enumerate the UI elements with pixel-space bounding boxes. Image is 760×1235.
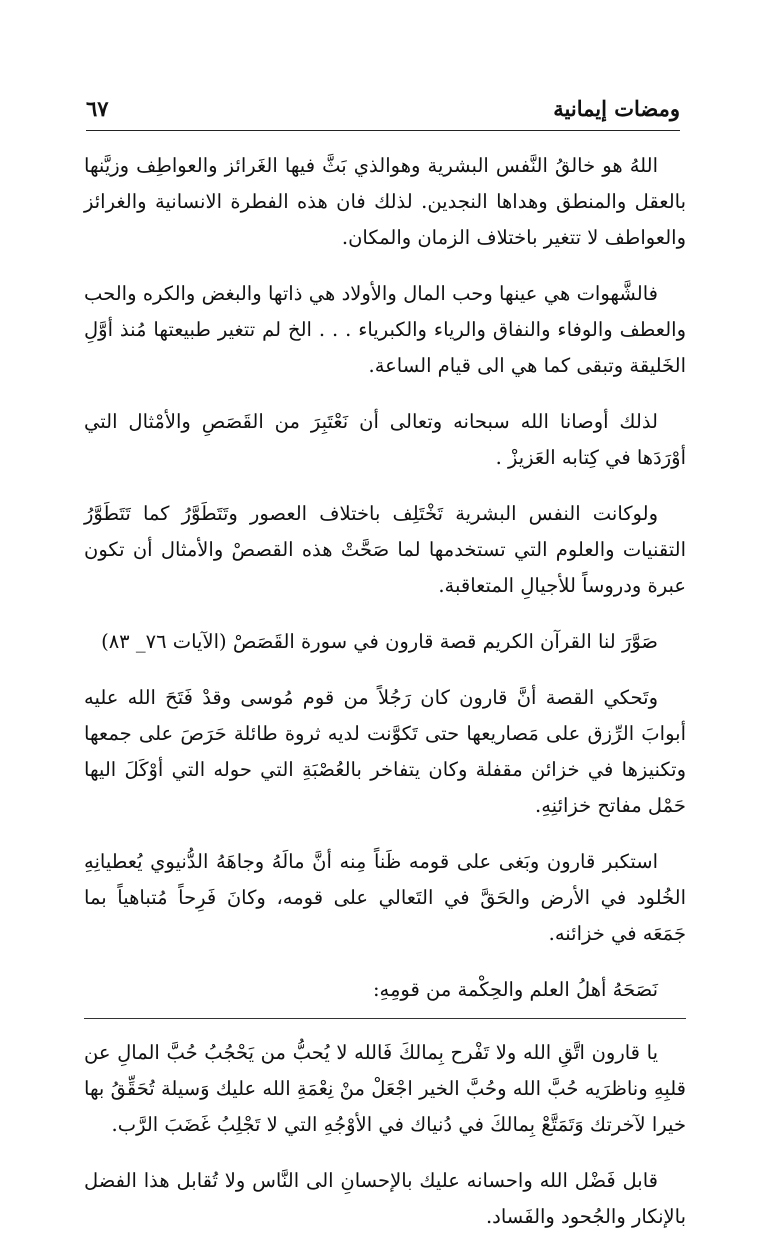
paragraph: استكبر قارون وبَغى على قومه ظَناً مِنه أنَّ مالَهُ وجاهَهُ الدُّنيوي يُعطيانِهِ الخُلود في الأرض والحَقَّ في التَعالي على قومه، وكانَ فَرِحاً مُتباهياً بما جَمَعَه في خزائنه. (84, 850, 687, 945)
running-title: ومضات إيمانية (553, 96, 680, 121)
paragraph: قابل فَضْل الله واحسانه عليك بالإحسانِ الى النَّاس ولا تُقابل هذا الفضل بالإنكار والجُحود والفَساد. (84, 1169, 686, 1228)
paragraph: لذلك أوصانا الله سبحانه وتعالى أن نَعْتَبِرَ من القَصَصِ والأمْثال التي أوْرَدَها في كِتابه العَزيزْ . (84, 410, 686, 469)
paragraph: فالشَّهوات هي عينها وحب المال والأولاد هي ذاتها والبغض والكره والحب والعطف والوفاء والنفاق والرياء والكبرياء . . . الخ لم تتغير طبيعتها مُنذ أوَّلِ الخَليقة وتبقى كما هي الى قيام الساعة. (84, 282, 686, 377)
page-header (86, 92, 680, 132)
paragraph: صَوَّرَ لنا القرآن الكريم قصة قارون في سورة القَصَصْ (الآيات ٧٦_ ٨٣) (101, 630, 658, 653)
page-body (84, 148, 686, 1235)
header-rule (86, 130, 680, 131)
paragraph: يا قارون اتَّقِ الله ولا تَفْرح بِمالكَ فَالله لا يُحبُّ من يَحْجُبُ حُبَّ المالِ عن قلبِهِ وناظرَيه حُبَّ الله وحُبَّ الخير اجْعَلْ منْ نِعْمَةِ الله عليك وَسيلة تُحَقِّقُ بها خيرا لآخرتك وَتَمَتَّعْ بِمالكَ في دُنياك في الأوْجُهِ التي لا تَجْلِبُ غَضَبَ الرَّب. (84, 1041, 686, 1136)
paragraph: وتَحكي القصة أنَّ قارون كان رَجُلاً من قوم مُوسى وقدْ فَتَحَ الله عليه أبوابَ الرِّزق على مَصاريعها حتى تَكوَّنت لديه ثروة طائلة حَرَصَ على جمعها وتكنيزها في خزائن مقفلة وكان يتفاخر بالعُصْبَةِ التي حوله التي أوْكَلَ اليها حَمْل مفاتح خزائنِهِ. (84, 686, 686, 817)
paragraph: ولوكانت النفس البشرية تَخْتَلِف باختلاف العصور وتَتَطَوَّرُ كما تَتَطَوَّرُ التقنيات والعلوم التي تستخدمها لما صَحَّتْ هذه القصصْ والأمثال أن تكون عبرة ودروساً للأجيالِ المتعاقبة. (84, 502, 686, 597)
paragraph: نَصَحَهُ أهلُ العلم والحِكْمة من قومِهِ: (372, 978, 658, 1001)
paragraph: اللهُ هو خالقُ النَّفس البشرية وهوالذي بَثَّ فيها الغَرائز والعواطِف وزيَّنها بالعقل والمنطق وهداها النجدين. لذلك فان هذه الفطرة الانسانية والغرائز والعواطف لا تتغير باختلاف الزمان والمكان. (84, 154, 686, 249)
section-divider (84, 1018, 686, 1019)
page-number: ٦٧ (86, 96, 109, 121)
